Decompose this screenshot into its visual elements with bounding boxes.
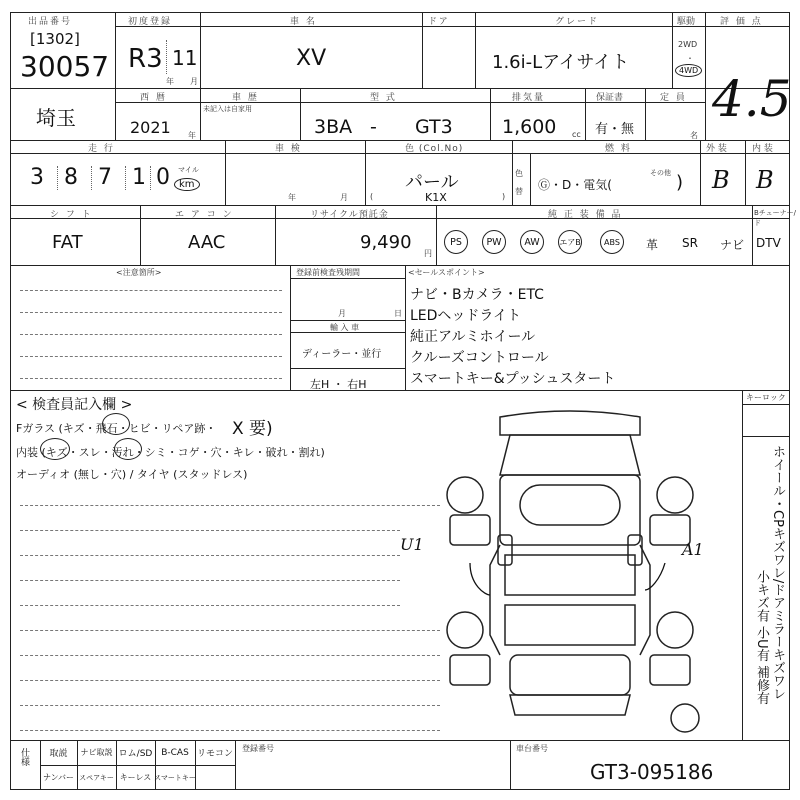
side-note-1: ホイール・CPキズワレ/ドアミラーキズワレ [770, 445, 785, 701]
sales-points [410, 284, 710, 389]
score-label: 評 価 点 [720, 17, 763, 27]
equip-leather: 革 [646, 238, 659, 252]
sales-point: スマートキー&プッシュスタート [410, 371, 616, 387]
first-reg-era: R3 [128, 44, 163, 74]
footer-side-label: 仕様 [19, 748, 29, 766]
mileage-digits: 3 8 7 1 0 [30, 165, 170, 190]
equip-sr: SR [682, 236, 698, 250]
exhibit-number: 30057 [20, 50, 110, 83]
sales-point: ナビ・Bカメラ・ETC [410, 287, 544, 303]
car-name-label: 車 名 [290, 17, 317, 27]
glass-mark: X 要) [232, 419, 273, 439]
sales-point: 純正アルミホイール [410, 329, 536, 345]
model-year: 2021 [130, 118, 171, 137]
mark-right: A1 [682, 540, 704, 559]
handle-side: 左H ・ 右H [310, 378, 367, 391]
model-code: GT3 [415, 116, 453, 138]
equip-pw: PW [482, 230, 506, 254]
exterior-grade: B [712, 166, 730, 194]
equip-navi: ナビ [720, 238, 745, 252]
equip-dtv: DTV [756, 236, 781, 250]
audio-line: オーディオ (無し・穴) / タイヤ (スタッドレス) [16, 468, 248, 481]
aircon: AAC [188, 232, 226, 253]
grade: 1.6i-Lアイサイト [492, 52, 630, 73]
score: 4.5 [712, 70, 792, 128]
equip-abs: ABS [600, 230, 624, 254]
equip-airbag: エアB [558, 230, 582, 254]
drive-label: 駆動 [677, 17, 696, 27]
grade-label: グレード [555, 17, 600, 27]
drive-4wd: 4WD [675, 64, 702, 77]
lot-number: [1302] [30, 30, 80, 48]
car-diagram [430, 405, 710, 735]
exhibit-label: 出品番号 [28, 17, 73, 27]
sales-point: クルーズコントロール [410, 350, 549, 366]
color: パール [405, 172, 459, 193]
drive-2wd: 2WD [678, 40, 698, 49]
row1-bottom [10, 88, 790, 89]
caution-label: <注意箇所> [116, 268, 162, 277]
glass-line: Fガラス (キズ・飛石・ヒビ・リペア跡・ [16, 422, 217, 435]
sales-point: LEDヘッドライト [410, 308, 522, 324]
region: 埼玉 [36, 106, 76, 130]
frame-number: GT3-095186 [590, 760, 714, 784]
interior-grade: B [756, 166, 774, 194]
door-label: ドア [428, 17, 450, 27]
equip-aw: AW [520, 230, 544, 254]
recycle-fee: 9,490 [360, 232, 412, 253]
car-name: XV [296, 46, 327, 71]
side-note-2: 小キズ有 小U有 補修有 [754, 570, 769, 705]
color-code: K1X [425, 191, 447, 204]
mark-left: U1 [400, 535, 424, 554]
interior-line: 内装 (キズ・スレ・汚れ・シミ・コゲ・穴・キレ・破れ・割れ) [16, 446, 325, 459]
first-reg-month: 11 [172, 46, 198, 70]
displacement: 1,600 [502, 116, 557, 138]
mileage-unit-km: km [174, 178, 200, 191]
model-prefix: 3BA [314, 116, 353, 138]
warranty: 有・無 [595, 122, 635, 137]
import-dealer: ディーラー・並行 [302, 349, 382, 360]
shift: FAT [52, 232, 83, 253]
equip-ps: PS [444, 230, 468, 254]
inspection-title: < 検査員記入欄 > [16, 397, 133, 413]
first-reg-label: 初度登録 [128, 17, 173, 27]
fuel: Ⓖ・D・電気( [538, 178, 612, 192]
